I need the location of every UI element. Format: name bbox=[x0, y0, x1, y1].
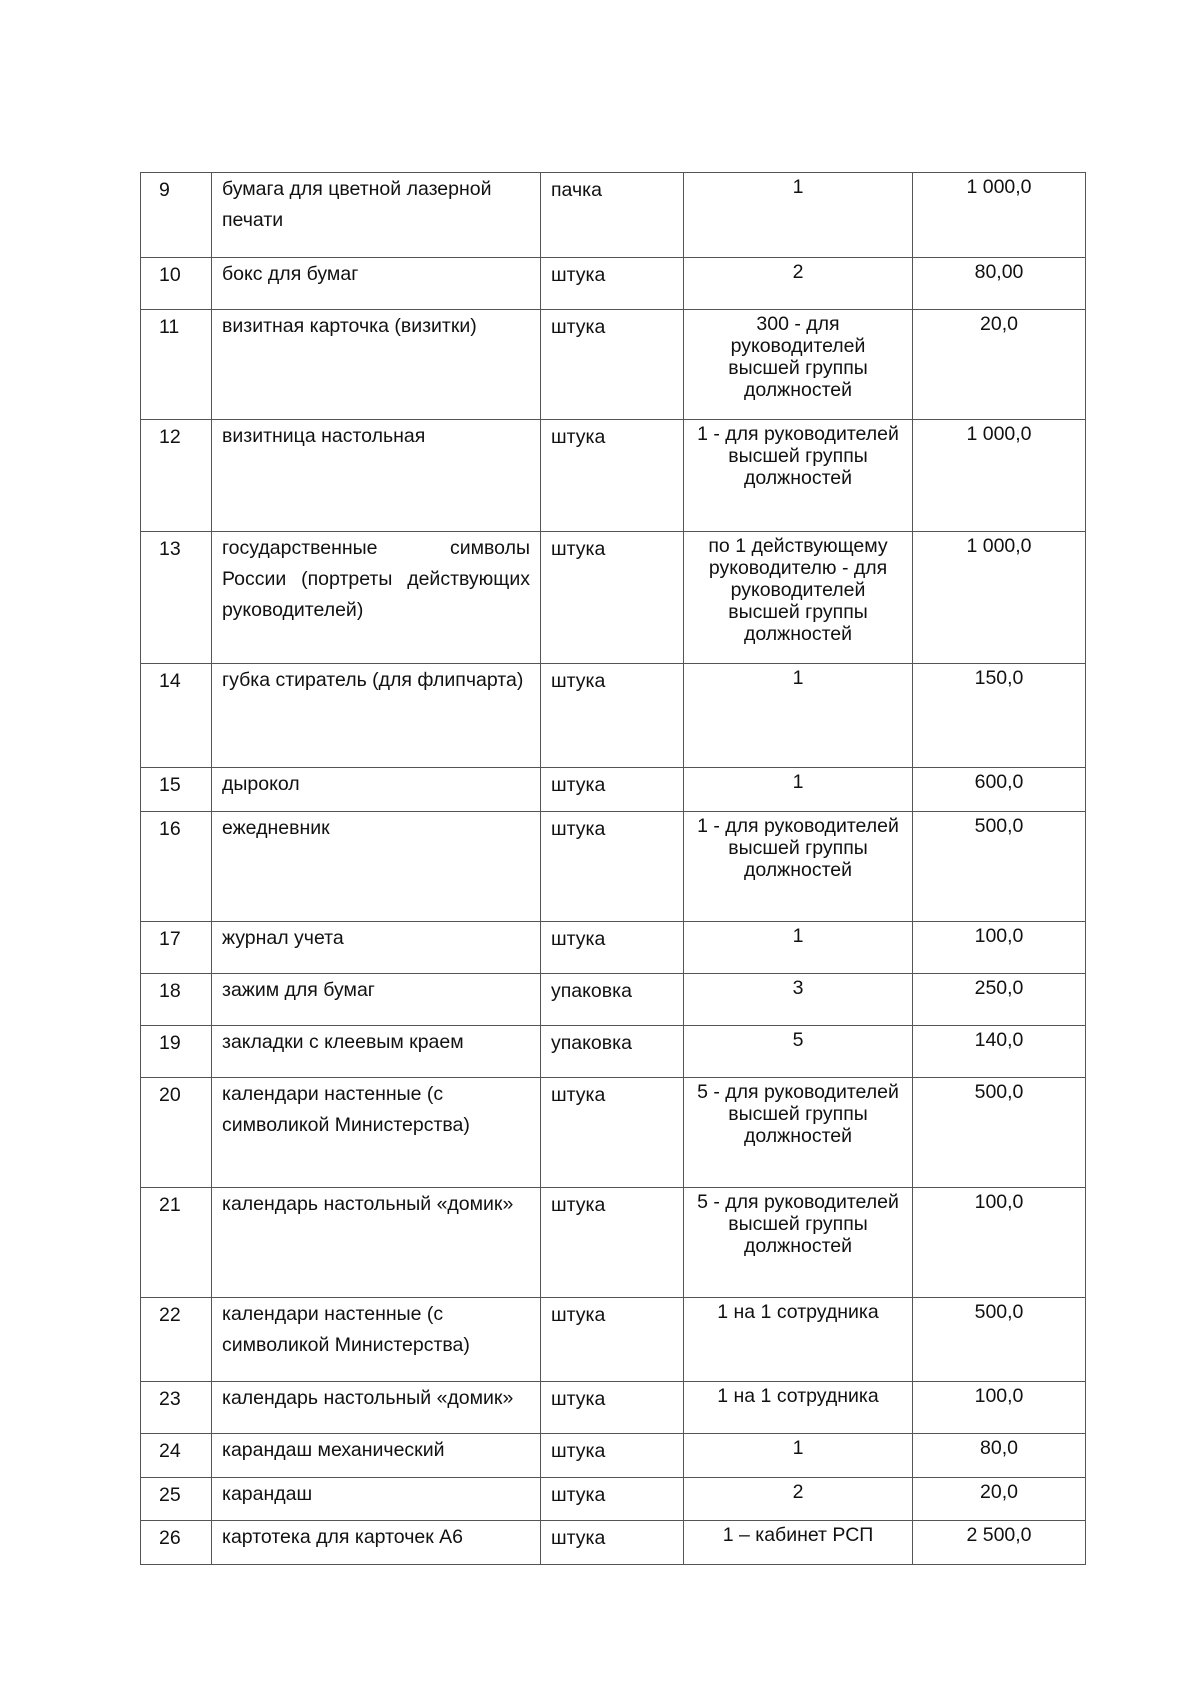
item-name: журнал учета bbox=[212, 922, 541, 974]
table-row bbox=[141, 173, 1086, 258]
item-unit: штука bbox=[541, 1434, 684, 1478]
item-quantity: 1 – кабинет РСП bbox=[684, 1521, 913, 1565]
item-price: 2 500,0 bbox=[913, 1521, 1086, 1565]
table-row bbox=[141, 922, 1086, 974]
item-unit: штука bbox=[541, 310, 684, 420]
item-name: календари настенные (с символикой Министерства) bbox=[212, 1078, 541, 1188]
item-price: 80,00 bbox=[913, 258, 1086, 310]
row-number: 9 bbox=[141, 173, 212, 258]
row-number: 10 bbox=[141, 258, 212, 310]
table-row bbox=[141, 1434, 1086, 1478]
item-quantity: 5 - для руководителей высшей группы должностей bbox=[684, 1188, 913, 1298]
item-quantity: 5 bbox=[684, 1026, 913, 1078]
item-name: календарь настольный «домик» bbox=[212, 1188, 541, 1298]
row-number: 14 bbox=[141, 664, 212, 768]
table-row bbox=[141, 1521, 1086, 1565]
item-name: визитная карточка (визитки) bbox=[212, 310, 541, 420]
item-price: 1 000,0 bbox=[913, 173, 1086, 258]
item-name: закладки с клеевым краем bbox=[212, 1026, 541, 1078]
item-name: дырокол bbox=[212, 768, 541, 812]
item-unit: штука bbox=[541, 420, 684, 532]
item-price: 500,0 bbox=[913, 812, 1086, 922]
row-number: 26 bbox=[141, 1521, 212, 1565]
table-row bbox=[141, 420, 1086, 532]
item-quantity: 1 на 1 сотрудника bbox=[684, 1382, 913, 1434]
row-number: 17 bbox=[141, 922, 212, 974]
item-price: 80,0 bbox=[913, 1434, 1086, 1478]
item-price: 140,0 bbox=[913, 1026, 1086, 1078]
row-number: 25 bbox=[141, 1478, 212, 1521]
table-row bbox=[141, 1188, 1086, 1298]
item-name: государственные символы России (портреты действующих руководителей) bbox=[212, 532, 541, 664]
item-price: 600,0 bbox=[913, 768, 1086, 812]
item-unit: штука bbox=[541, 1298, 684, 1382]
supplies-table bbox=[140, 172, 1086, 1565]
item-unit: штука bbox=[541, 768, 684, 812]
item-price: 1 000,0 bbox=[913, 420, 1086, 532]
item-price: 100,0 bbox=[913, 1382, 1086, 1434]
item-quantity: 2 bbox=[684, 1478, 913, 1521]
item-name: календарь настольный «домик» bbox=[212, 1382, 541, 1434]
row-number: 24 bbox=[141, 1434, 212, 1478]
item-quantity: 5 - для руководителей высшей группы должностей bbox=[684, 1078, 913, 1188]
item-quantity: 1 - для руководителей высшей группы должностей bbox=[684, 420, 913, 532]
item-unit: упаковка bbox=[541, 974, 684, 1026]
item-quantity: 300 - для руководителей высшей группы должностей bbox=[684, 310, 913, 420]
row-number: 11 bbox=[141, 310, 212, 420]
item-price: 250,0 bbox=[913, 974, 1086, 1026]
item-quantity: 3 bbox=[684, 974, 913, 1026]
row-number: 21 bbox=[141, 1188, 212, 1298]
item-name: карандаш механический bbox=[212, 1434, 541, 1478]
row-number: 12 bbox=[141, 420, 212, 532]
item-price: 20,0 bbox=[913, 1478, 1086, 1521]
item-price: 500,0 bbox=[913, 1298, 1086, 1382]
row-number: 16 bbox=[141, 812, 212, 922]
table-row bbox=[141, 258, 1086, 310]
row-number: 15 bbox=[141, 768, 212, 812]
item-unit: штука bbox=[541, 1478, 684, 1521]
item-name: бокс для бумаг bbox=[212, 258, 541, 310]
item-quantity: по 1 действующему руководителю - для руководителей высшей группы должностей bbox=[684, 532, 913, 664]
item-name: картотека для карточек А6 bbox=[212, 1521, 541, 1565]
row-number: 23 bbox=[141, 1382, 212, 1434]
item-price: 20,0 bbox=[913, 310, 1086, 420]
table-row bbox=[141, 1026, 1086, 1078]
table-row bbox=[141, 974, 1086, 1026]
table-row bbox=[141, 768, 1086, 812]
item-price: 1 000,0 bbox=[913, 532, 1086, 664]
item-unit: штука bbox=[541, 1521, 684, 1565]
item-unit: штука bbox=[541, 812, 684, 922]
item-price: 150,0 bbox=[913, 664, 1086, 768]
item-price: 500,0 bbox=[913, 1078, 1086, 1188]
row-number: 18 bbox=[141, 974, 212, 1026]
table-row bbox=[141, 664, 1086, 768]
item-unit: штука bbox=[541, 1188, 684, 1298]
item-unit: штука bbox=[541, 664, 684, 768]
item-quantity: 1 bbox=[684, 768, 913, 812]
row-number: 19 bbox=[141, 1026, 212, 1078]
item-quantity: 1 на 1 сотрудника bbox=[684, 1298, 913, 1382]
item-unit: штука bbox=[541, 922, 684, 974]
table-row bbox=[141, 812, 1086, 922]
item-name: бумага для цветной лазерной печати bbox=[212, 173, 541, 258]
item-name: визитница настольная bbox=[212, 420, 541, 532]
item-unit: штука bbox=[541, 532, 684, 664]
table-row bbox=[141, 1298, 1086, 1382]
row-number: 22 bbox=[141, 1298, 212, 1382]
item-quantity: 1 bbox=[684, 173, 913, 258]
item-price: 100,0 bbox=[913, 1188, 1086, 1298]
table-row bbox=[141, 532, 1086, 664]
table-row bbox=[141, 1078, 1086, 1188]
item-quantity: 1 - для руководителей высшей группы должностей bbox=[684, 812, 913, 922]
item-name: губка стиратель (для флипчарта) bbox=[212, 664, 541, 768]
item-unit: упаковка bbox=[541, 1026, 684, 1078]
item-name: зажим для бумаг bbox=[212, 974, 541, 1026]
item-unit: штука bbox=[541, 1078, 684, 1188]
item-quantity: 1 bbox=[684, 664, 913, 768]
table-row bbox=[141, 1478, 1086, 1521]
item-price: 100,0 bbox=[913, 922, 1086, 974]
item-unit: пачка bbox=[541, 173, 684, 258]
item-quantity: 2 bbox=[684, 258, 913, 310]
item-name: ежедневник bbox=[212, 812, 541, 922]
item-unit: штука bbox=[541, 258, 684, 310]
item-quantity: 1 bbox=[684, 922, 913, 974]
item-name: календари настенные (с символикой Министерства) bbox=[212, 1298, 541, 1382]
row-number: 20 bbox=[141, 1078, 212, 1188]
row-number: 13 bbox=[141, 532, 212, 664]
item-unit: штука bbox=[541, 1382, 684, 1434]
item-quantity: 1 bbox=[684, 1434, 913, 1478]
item-name: карандаш bbox=[212, 1478, 541, 1521]
table-row bbox=[141, 310, 1086, 420]
table-row bbox=[141, 1382, 1086, 1434]
